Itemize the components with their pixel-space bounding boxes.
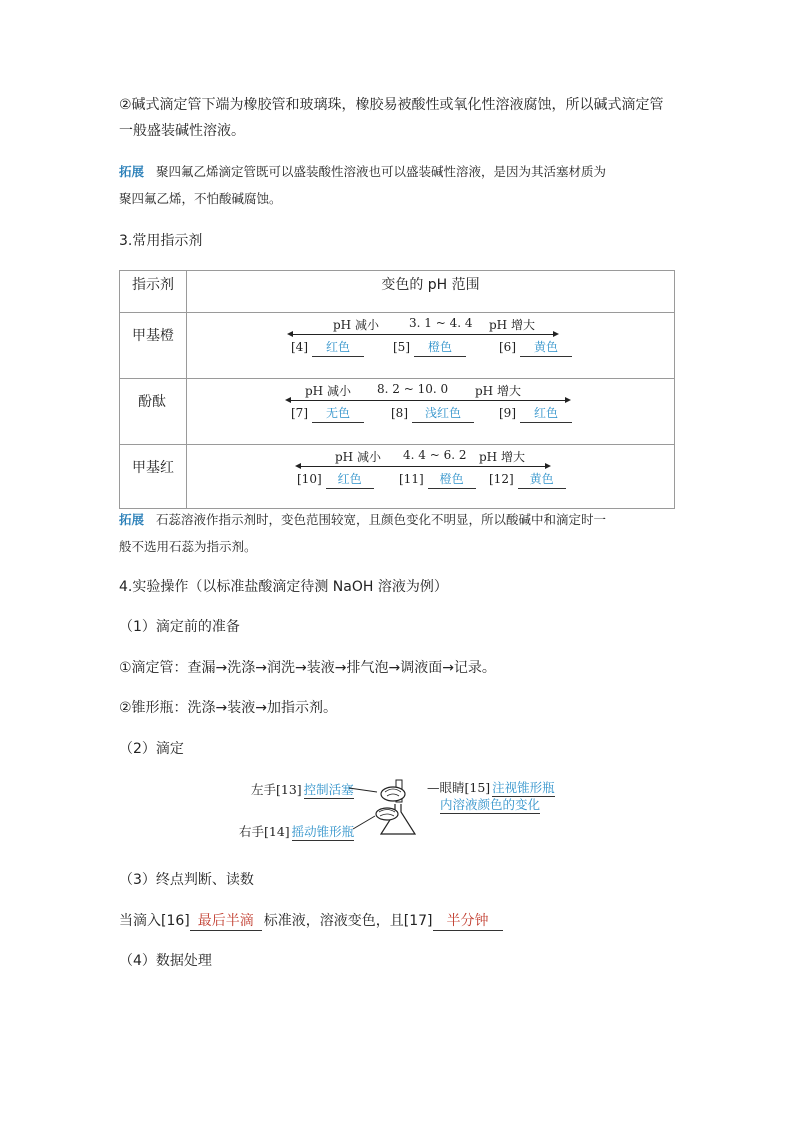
double-arrow <box>297 466 549 467</box>
extension-label: 拓展 <box>119 164 145 179</box>
ph-range-value: 3. 1 ~ 4. 4 <box>409 316 473 330</box>
answer-blank: 最后半滴 <box>190 913 262 931</box>
titration-figure <box>235 772 575 844</box>
slot-number: [11] <box>399 472 424 486</box>
label-prefix: 左手[13] <box>251 782 302 797</box>
table-row <box>120 445 675 509</box>
ph-decrease-label: pH 减小 <box>305 384 351 398</box>
indicator-name: 甲基橙 <box>132 328 174 344</box>
answer-blank: 浅红色 <box>412 405 474 423</box>
header-indicator: 指示剂 <box>132 277 174 293</box>
ph-range-value: 8. 2 ~ 10. 0 <box>377 382 449 396</box>
extension-note <box>119 510 606 530</box>
ph-increase-label: pH 增大 <box>479 450 525 464</box>
answer-blank: 半分钟 <box>433 913 503 931</box>
leader-line <box>349 788 377 792</box>
answer-blank: 内溶液颜色的变化 <box>440 797 541 812</box>
slot-number: [12] <box>489 472 514 486</box>
label-prefix: 右手[14] <box>239 824 290 839</box>
ph-increase-label: pH 增大 <box>475 384 521 398</box>
ph-scale-cell <box>187 379 675 445</box>
sentence-part: 标准液，溶液变色，且[17] <box>263 913 433 929</box>
answer-blank: 控制活塞 <box>303 782 354 797</box>
answer-blank: 黄色 <box>518 471 566 489</box>
slot-number: [8] <box>391 406 408 420</box>
double-arrow <box>287 400 569 401</box>
table-header-cell <box>120 271 187 313</box>
extension-text: 聚四氟乙烯滴定管既可以盛装酸性溶液也可以盛装碱性溶液，是因为其活塞材质为 <box>156 164 607 179</box>
table-row <box>120 313 675 379</box>
table-row <box>120 379 675 445</box>
section-title: 4.实验操作（以标准盐酸滴定待测 NaOH 溶液为例） <box>119 579 448 595</box>
answer-blank: 红色 <box>520 405 572 423</box>
ph-range-value: 4. 4 ~ 6. 2 <box>403 448 467 462</box>
slot-number: [5] <box>393 340 410 354</box>
indicator-name-cell <box>120 313 187 379</box>
ph-scale-cell <box>187 313 675 379</box>
indicator-name: 甲基红 <box>132 460 174 476</box>
header-ph-range: 变色的 pH 范围 <box>381 277 480 293</box>
sentence-part: 当滴入[16] <box>119 913 190 929</box>
procedure-step: ①滴定管：查漏→洗涤→润洗→装液→排气泡→调液面→记录。 <box>119 660 496 676</box>
slot-number: [4] <box>291 340 308 354</box>
slot-number: [6] <box>499 340 516 354</box>
answer-blank: 红色 <box>326 471 374 489</box>
subsection-title: （1）滴定前的准备 <box>119 619 240 635</box>
leader-line <box>353 816 375 829</box>
ph-scale <box>187 313 674 373</box>
extension-label: 拓展 <box>119 512 145 527</box>
answer-blank: 注视锥形瓶 <box>492 780 555 795</box>
ph-scale-cell <box>187 445 675 509</box>
section-title: 3.常用指示剂 <box>119 233 203 249</box>
slot-number: [9] <box>499 406 516 420</box>
answer-blank: 红色 <box>312 339 364 357</box>
answer-blank: 黄色 <box>520 339 572 357</box>
eye-label: —眼睛[15] 注视锥形瓶 <box>427 780 555 795</box>
answer-blank: 摇动锥形瓶 <box>291 824 355 839</box>
indicator-table <box>119 270 675 509</box>
ph-scale <box>187 445 674 505</box>
flask-hands-illustration <box>235 772 575 844</box>
answer-blank: 橙色 <box>414 339 466 357</box>
extension-text: 石蕊溶液作指示剂时，变色范围较宽，且颜色变化不明显，所以酸碱中和滴定时一 <box>156 512 607 527</box>
extension-text: 般不选用石蕊为指示剂。 <box>119 539 257 554</box>
extension-text: 聚四氟乙烯，不怕酸碱腐蚀。 <box>119 191 282 206</box>
label-prefix: 眼睛[15] <box>439 780 491 795</box>
slot-number: [7] <box>291 406 308 420</box>
subsection-title: （2）滴定 <box>119 741 184 757</box>
procedure-step: ②锥形瓶：洗涤→装液→加指示剂。 <box>119 700 338 716</box>
slot-number: [10] <box>297 472 322 486</box>
answer-blank: 无色 <box>312 405 364 423</box>
ph-decrease-label: pH 减小 <box>333 318 379 332</box>
ph-decrease-label: pH 减小 <box>335 450 381 464</box>
paragraph-line: 一般盛装碱性溶液。 <box>119 123 245 139</box>
subsection-title: （3）终点判断、读数 <box>119 872 254 888</box>
table-header-cell <box>187 271 675 313</box>
paragraph-line: ②碱式滴定管下端为橡胶管和玻璃珠，橡胶易被酸性或氧化性溶液腐蚀，所以碱式滴定管 <box>119 97 664 113</box>
double-arrow <box>289 334 557 335</box>
ph-increase-label: pH 增大 <box>489 318 535 332</box>
indicator-name-cell <box>120 379 187 445</box>
ph-scale <box>187 379 674 439</box>
extension-note <box>119 162 606 182</box>
endpoint-sentence <box>119 911 503 931</box>
indicator-name: 酚酞 <box>138 394 166 410</box>
answer-blank: 橙色 <box>428 471 476 489</box>
subsection-title: （4）数据处理 <box>119 953 212 969</box>
indicator-name-cell <box>120 445 187 509</box>
